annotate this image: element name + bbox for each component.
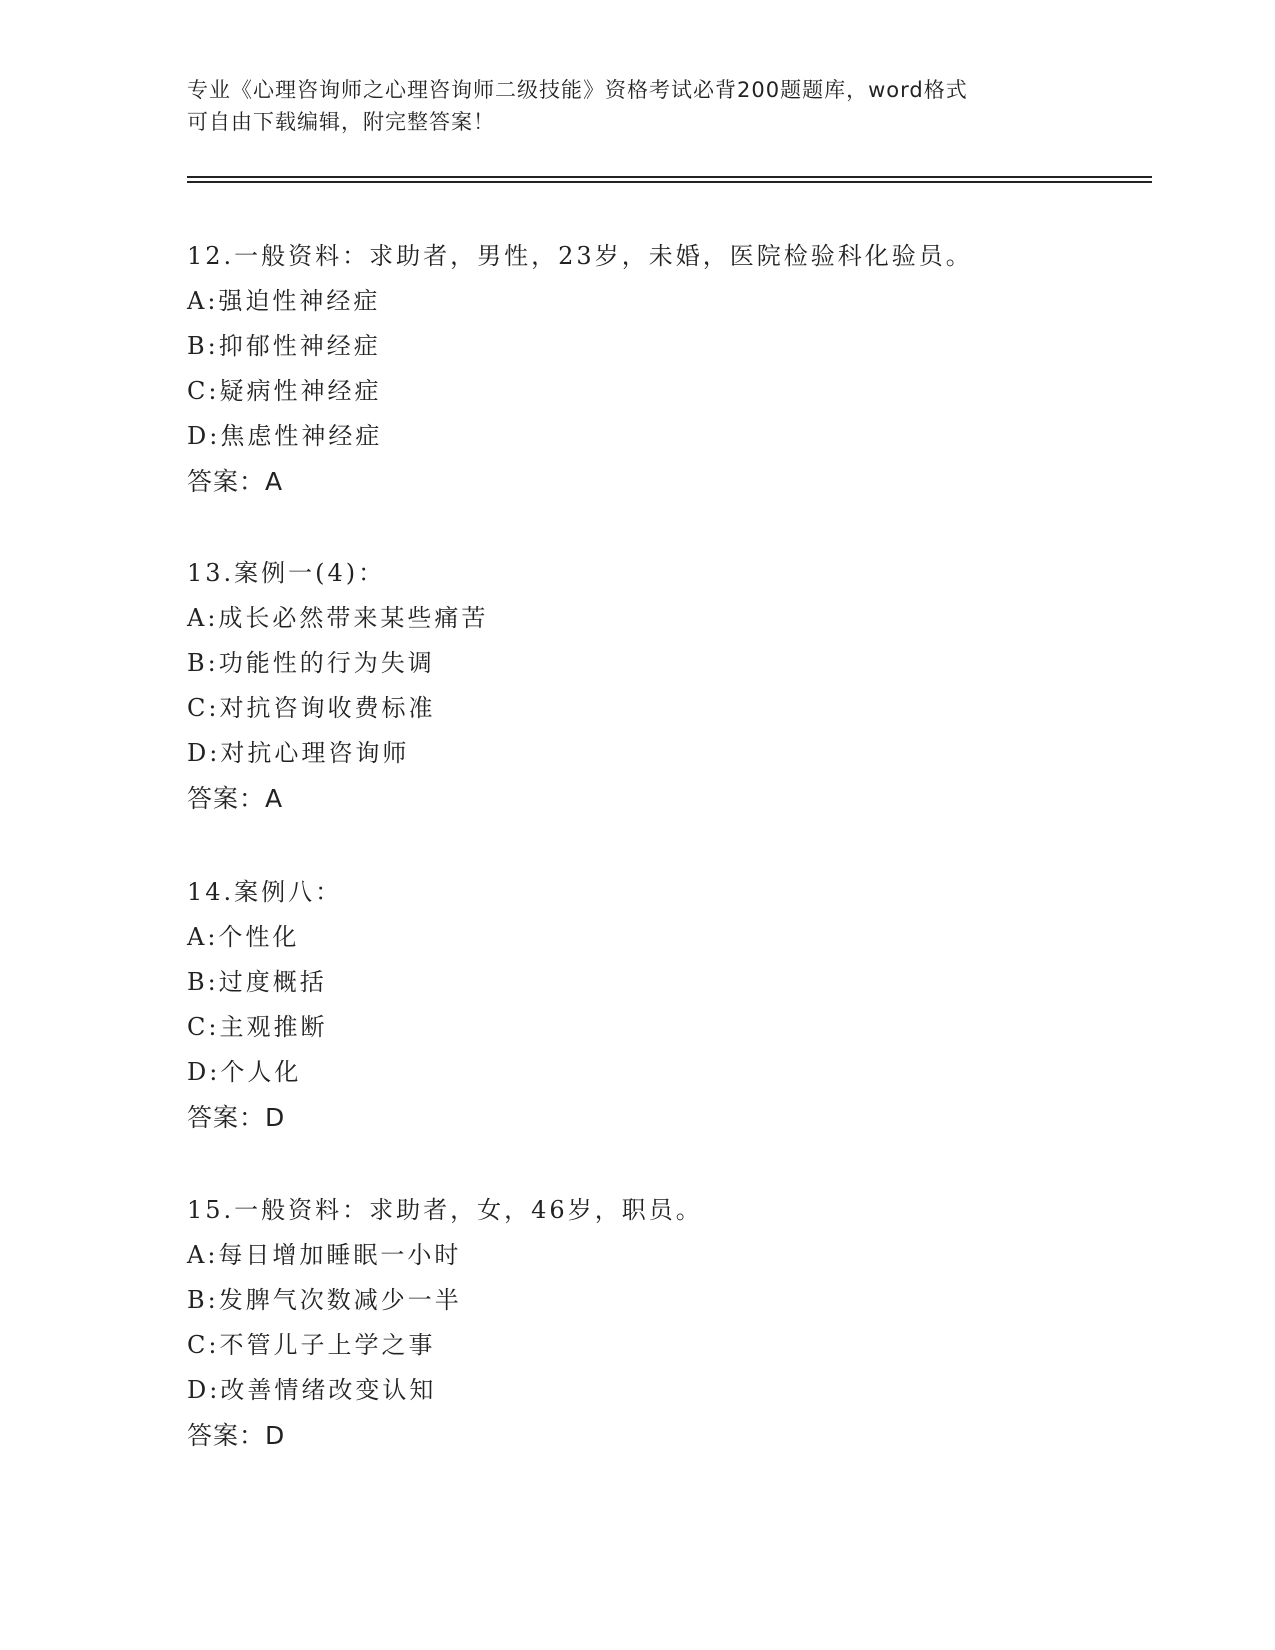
question-stem: 15.一般资料：求助者，女，46岁，职员。 xyxy=(187,1196,703,1224)
question-12 xyxy=(187,234,973,504)
header-divider-top xyxy=(187,176,1152,178)
option-c: C:不管儿子上学之事 xyxy=(187,1331,436,1359)
header-divider-bottom xyxy=(187,181,1152,183)
option-d: D:焦虑性神经症 xyxy=(187,422,383,450)
answer: 答案：A xyxy=(187,784,284,813)
document-header xyxy=(187,74,1087,138)
question-stem: 14.案例八： xyxy=(187,878,343,906)
answer: 答案：A xyxy=(187,467,284,496)
option-b: B:功能性的行为失调 xyxy=(187,649,435,677)
option-b: B:发脾气次数减少一半 xyxy=(187,1286,462,1314)
question-stem: 13.案例一(4)： xyxy=(187,559,386,587)
option-a: A:每日增加睡眠一小时 xyxy=(187,1241,462,1269)
option-a: A:个性化 xyxy=(187,923,300,951)
option-a: A:成长必然带来某些痛苦 xyxy=(187,604,489,632)
option-b: B:抑郁性神经症 xyxy=(187,332,381,360)
option-d: D:改善情绪改变认知 xyxy=(187,1376,437,1404)
answer: 答案：D xyxy=(187,1421,286,1450)
option-d: D:个人化 xyxy=(187,1058,302,1086)
answer: 答案：D xyxy=(187,1103,286,1132)
question-stem: 12.一般资料：求助者，男性，23岁，未婚，医院检验科化验员。 xyxy=(187,242,973,270)
question-15 xyxy=(187,1188,703,1458)
option-a: A:强迫性神经症 xyxy=(187,287,381,315)
header-line-2: 可自由下载编辑，附完整答案！ xyxy=(187,110,495,134)
option-c: C:主观推断 xyxy=(187,1013,328,1041)
question-14 xyxy=(187,870,342,1140)
option-d: D:对抗心理咨询师 xyxy=(187,739,410,767)
option-c: C:疑病性神经症 xyxy=(187,377,382,405)
option-b: B:过度概括 xyxy=(187,968,327,996)
header-line-1: 专业《心理咨询师之心理咨询师二级技能》资格考试必背200题题库，word格式 xyxy=(187,78,968,102)
question-13 xyxy=(187,551,488,821)
option-c: C:对抗咨询收费标准 xyxy=(187,694,436,722)
